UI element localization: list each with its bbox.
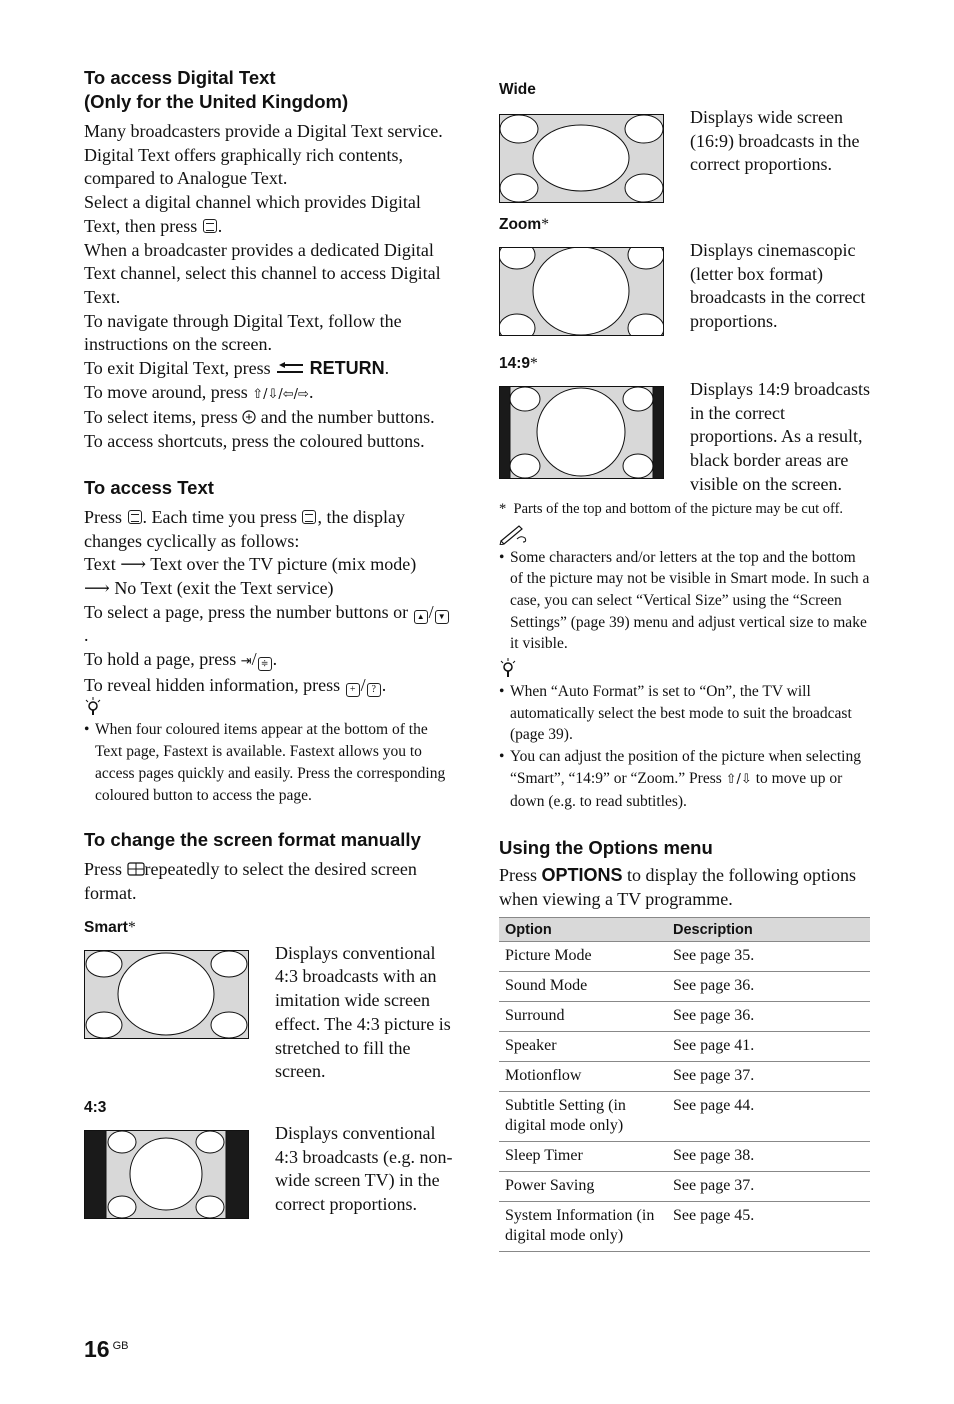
hold-key-icon: ≑ xyxy=(258,657,272,671)
table-row: Speaker See page 41. xyxy=(499,1031,870,1061)
table-row: System Information (in digital mode only) See page 45. xyxy=(499,1201,870,1251)
reveal-help-icon: ? xyxy=(367,683,381,697)
left-column xyxy=(84,66,454,1219)
text-button-icon xyxy=(203,219,217,233)
tip-item: • When four coloured items appear at the bottom of the Text page, Fastext is available. Fastext allows you to access pages quickly and easily. Press the corresponding coloured button to access the page. xyxy=(84,719,454,806)
text-button-icon xyxy=(128,510,142,524)
table-row: Surround See page 36. xyxy=(499,1001,870,1031)
screen-format-section: To change the screen format manually Press repeatedly to select the desired screen format. Smart* Displays conventional 4:3 broadcasts with an imitation wide screen effect. The 4:3 picture is stretched to fill the screen. 4:3 Displays conventional 4:3 broadcasts (e.g. non-wide screen TV) in the correct proportions. xyxy=(84,828,454,1219)
up-down-arrow-icon: ⇧/⇩ xyxy=(725,771,752,787)
table-row: Sound Mode See page 36. xyxy=(499,971,870,1001)
heading-access-text: To access Text xyxy=(84,476,214,498)
tip-bulb-icon xyxy=(84,697,454,719)
heading-screen-format: To change the screen format manually xyxy=(84,829,421,851)
tip-item: • When “Auto Format” is set to “On”, the TV will automatically select the best mode to suit the broadcast (page 39). xyxy=(499,681,871,746)
hold-icon: ⇥ xyxy=(240,654,252,670)
table-row: Motionflow See page 37. xyxy=(499,1061,870,1091)
arrow-right-icon: ⟶ xyxy=(120,554,147,575)
smart-format-illustration xyxy=(84,950,249,1039)
page-number: 16 $^{GB}$ xyxy=(84,1336,129,1362)
zoom-format-illustration xyxy=(499,247,664,336)
footnote: * Parts of the top and bottom of the picture may be cut off. xyxy=(499,500,844,517)
page-down-icon: ▼ xyxy=(435,610,449,624)
page-up-icon: ▲ xyxy=(414,610,428,624)
options-table xyxy=(499,917,870,1252)
table-row: Picture Mode See page 35. xyxy=(499,941,870,971)
table-row: Subtitle Setting (in digital mode only) See page 44. xyxy=(499,1091,870,1141)
note-pencil-icon xyxy=(499,523,871,547)
table-row: Sleep Timer See page 38. xyxy=(499,1141,870,1171)
arrow-right-icon: ⟶ xyxy=(84,577,110,598)
para: Many broadcasters provide a Digital Text service. Digital Text offers graphically rich contents, compared to Analogue Text. xyxy=(84,121,443,189)
text-button-icon xyxy=(302,510,316,524)
tip-item: • You can adjust the position of the picture when selecting “Smart”, “14:9” or “Zoom.” Press ⇧/⇩ to move up or down (e.g. to read subtitles). xyxy=(499,746,871,812)
text-section: To access Text Press . Each time you press , the display changes cyclically as follows: Text ⟶ Text over the TV picture (mix mode) ⟶ No Text (exit the Text service) To select a page, press the number buttons or ▲ / ▼. To hold a page, press ⇥/ ≑ . To reveal hidden information, press + / ? . • When four coloured items appear at the bottom of the Text page, Fastext is available. Fastext allows you to access pages quickly and easily. Press the corresponding coloured button to access the page. xyxy=(84,476,454,806)
screen-format-icon xyxy=(127,862,145,876)
four-three-format-illustration xyxy=(84,1130,249,1219)
digital-text-section: To access Digital Text (Only for the United Kingdom) Many broadcasters provide a Digital Text service. Digital Text offers graphically rich contents, compared to Analogue Text. Select a digital channel which provides Digital Text, then press . When a broadcaster provides a dedicated Digital Text channel, select this channel to access Digital Text. To navigate through Digital Text, follow the instructions on the screen. To exit Digital Text, press RETURN. To move around, press ⇧/⇩/⇦/⇨. To select items, press and the number buttons. To access shortcuts, press the coloured buttons. xyxy=(84,66,454,454)
reveal-icon: + xyxy=(346,683,360,697)
enter-icon xyxy=(242,410,256,424)
heading-options-menu: Using the Options menu xyxy=(499,837,713,859)
tip-bulb-icon xyxy=(499,657,871,681)
return-icon xyxy=(275,361,305,375)
right-column: Wide Displays wide screen (16:9) broadcasts in the correct proportions. Zoom* Displays cinemascopic (letter box format) broadcasts in the correct proportions. 14:9* Displays 14:9 broadcasts in the correct proportions. As a result, black border areas are visible on the screen. * Parts of the top and bottom of the picture may be cut off. • Some characters and/or letters at the top and the bottom of the picture may not be visible in Smart mode. In such a case, you can select “Vertical Size” using the “Screen Settings” (page 39) menu and adjust vertical size to make it visible. • When “Auto Format” is set to “On”, the TV will automatically select the best mode to suit the broadcast (page 39). • You can adjust the position of the picture when selecting “Smart”, “14:9” or “Zoom.” Press ⇧/⇩ to move up or down (e.g. to read subtitles). Using the Options menu Press OPTIONS to display the following options when viewing a TV programme. Option Description Picture Mode See page 35. Sound Mode See page 36. Surround See page 36. Speaker See page 41. Motionflow See page 37. Subtitle Setting (in digital mode only) See page 44. Sleep Timer See page 38. Power Saving See page 37. System Information (in digital mode only) See page 45. xyxy=(499,80,871,1252)
note-item: • Some characters and/or letters at the top and the bottom of the picture may not be visible in Smart mode. In such a case, you can select “Vertical Size” using the “Screen Settings” (page 39) menu and adjust vertical size to make it visible. xyxy=(499,547,871,656)
table-row: Power Saving See page 37. xyxy=(499,1171,870,1201)
heading-digital-text: To access Digital Text (Only for the United Kingdom) xyxy=(84,67,349,112)
wide-format-illustration xyxy=(499,114,664,203)
arrow-keys-icon: ⇧/⇩/⇦/⇨ xyxy=(252,386,309,402)
fourteen-nine-format-illustration xyxy=(499,386,664,479)
table-header: Option Description xyxy=(499,917,870,941)
